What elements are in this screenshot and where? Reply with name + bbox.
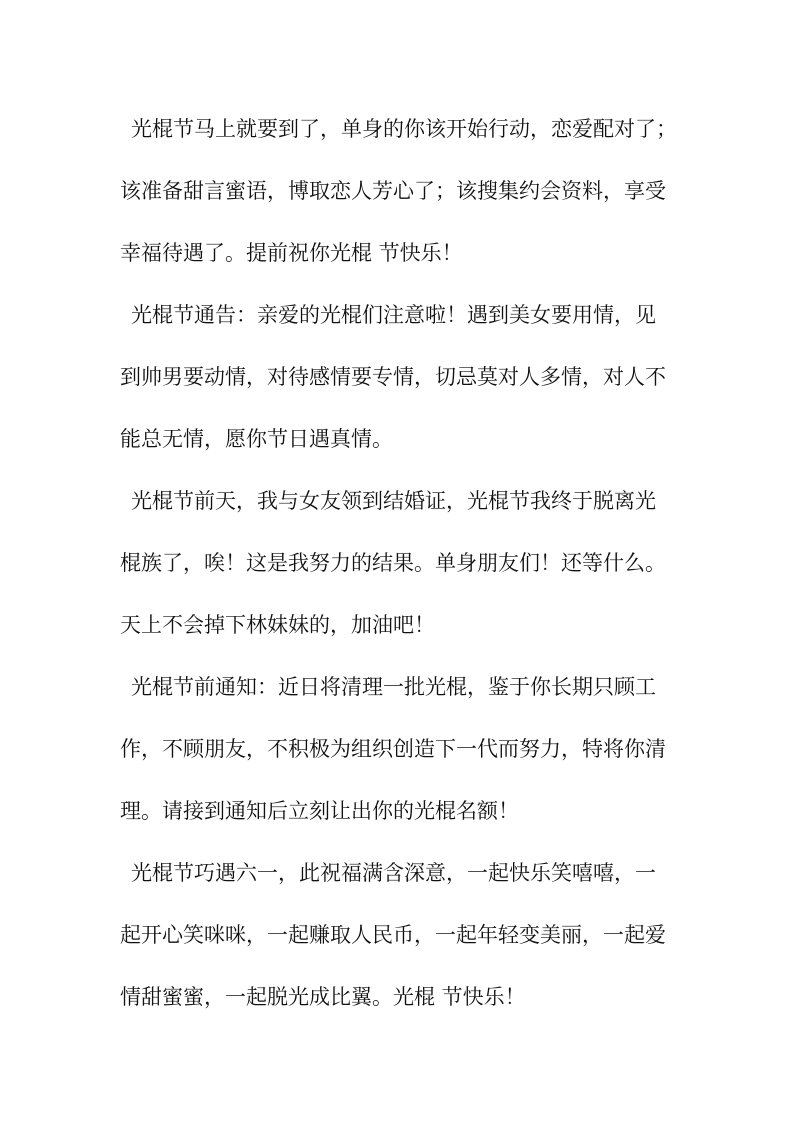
paragraph-2-line-3: 能总无情，愿你节日遇真情。 <box>120 427 393 451</box>
paragraph-1-line-1: 光棍节马上就要到了，单身的你该开始行动，恋爱配对了； <box>131 117 677 141</box>
paragraph-2-line-1: 光棍节通告：亲爱的光棍们注意啦！遇到美女要用情，见 <box>131 303 656 327</box>
paragraph-5-line-2: 起开心笑咪咪，一起赚取人民币，一起年轻变美丽，一起爱 <box>120 923 666 947</box>
paragraph-3-line-2: 棍族了，唉！这是我努力的结果。单身朋友们！还等什么。 <box>120 551 666 575</box>
paragraph-4-line-2: 作，不顾朋友，不积极为组织创造下一代而努力，特将你清 <box>120 737 666 761</box>
paragraph-3-line-1: 光棍节前天，我与女友领到结婚证，光棍节我终于脱离光 <box>131 489 656 513</box>
paragraph-1-line-3: 幸福待遇了。提前祝你光棍 节快乐！ <box>120 241 463 265</box>
paragraph-3-line-3: 天上不会掉下林妹妹的，加油吧！ <box>120 613 435 637</box>
paragraph-4-line-1: 光棍节前通知：近日将清理一批光棍，鉴于你长期只顾工 <box>131 675 656 699</box>
paragraph-4-line-3: 理。请接到通知后立刻让出你的光棍名额！ <box>120 799 519 823</box>
paragraph-5-line-3: 情甜蜜蜜，一起脱光成比翼。光棍 节快乐！ <box>120 985 526 1009</box>
paragraph-2-line-2: 到帅男要动情，对待感情要专情，切忌莫对人多情，对人不 <box>120 365 666 389</box>
paragraph-1-line-2: 该准备甜言蜜语，博取恋人芳心了；该搜集约会资料，享受 <box>120 179 666 203</box>
paragraph-5-line-1: 光棍节巧遇六一，此祝福满含深意，一起快乐笑嘻嘻，一 <box>131 861 656 885</box>
